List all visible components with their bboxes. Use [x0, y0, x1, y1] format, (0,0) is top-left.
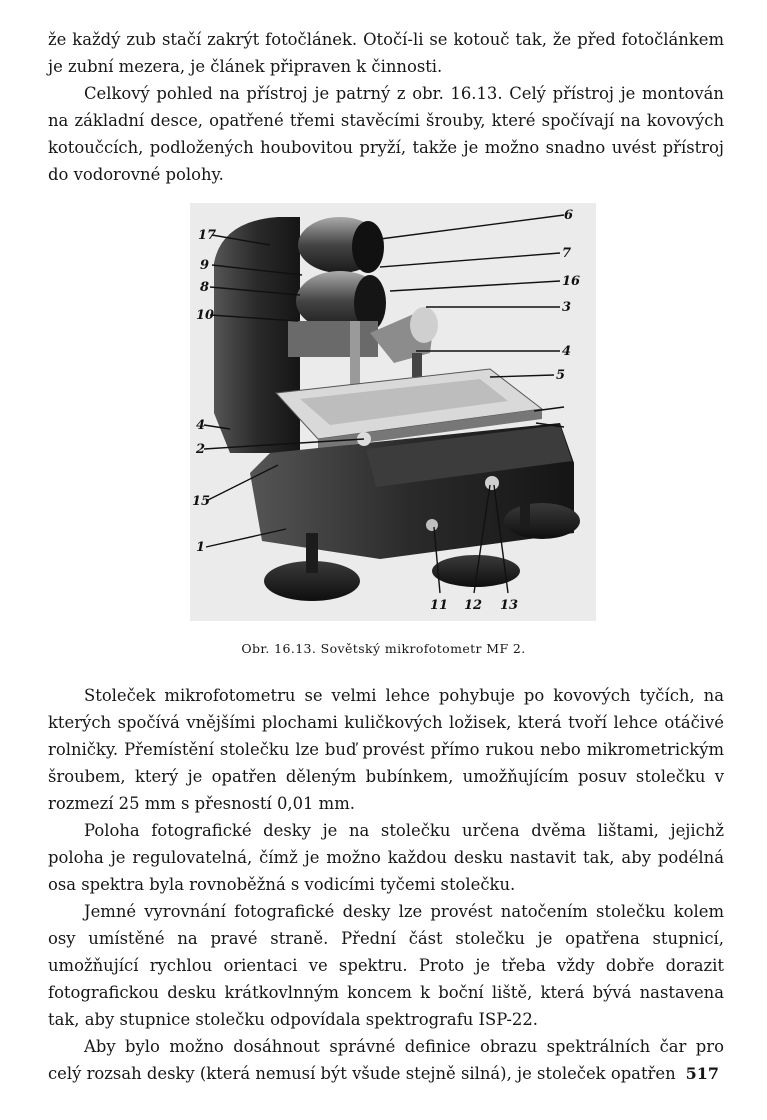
callout-7: 7	[562, 246, 572, 261]
leg-left	[306, 533, 318, 573]
paragraph-overview: Celkový pohled na přístroj je patrný z obr. 16.13. Celý přístroj je montován na základní desce, opatřené třemi stavěcími šrouby, které spočívají na kovových kotoučcích, podložených houbovitou pryží, takže je možno snadno uvést přístroj do vodorovné polohy.	[48, 84, 724, 184]
bottom-text	[48, 682, 724, 1087]
callout-13: 13	[500, 598, 519, 613]
callout-17: 17	[198, 228, 217, 243]
callout-5: 5	[556, 368, 566, 383]
objective-stem	[412, 353, 422, 377]
callout-4-left: 4	[196, 418, 206, 433]
callout-12: 12	[464, 598, 483, 613]
page-number: 517	[685, 1064, 719, 1083]
top-text	[48, 26, 724, 188]
column	[350, 321, 360, 391]
callout-9: 9	[200, 258, 210, 273]
callout-4-right: 4	[562, 344, 572, 359]
callout-8: 8	[200, 280, 210, 295]
callout-16: 16	[562, 274, 581, 289]
callout-15: 15	[192, 494, 211, 509]
lamp-housing	[288, 321, 378, 357]
back-panel	[214, 217, 300, 453]
paragraph-plate-position: Poloha fotografické desky je na stolečku určena dvěma lištami, jejichž poloha je regulovatelná, čímž je možno každou desku nastavit tak, aby podélná osa spektra byla rovnoběžná s vodicími tyčemi stolečku.	[48, 821, 724, 894]
callout-2: 2	[196, 442, 206, 457]
knob-right	[485, 476, 499, 490]
figure-microphotometer	[190, 203, 596, 621]
callout-11: 11	[430, 598, 449, 613]
knob-front	[426, 519, 438, 531]
foot-right	[504, 503, 580, 539]
paragraph-fine-alignment: Jemné vyrovnání fotografické desky lze provést natočením stolečku kolem osy umístěné na pravé straně. Přední část stolečku je opatřena stupnicí, umožňující rychlou orientaci ve spektru. Proto je třeba vždy dobře dorazit fotografickou desku krátkovlnným koncem k boční liště, která bývá nastavena tak, aby stupnice stolečku odpovídala spektrografu ISP-22.	[48, 902, 724, 1029]
upper-drum-end	[352, 221, 384, 273]
paragraph-continued: že každý zub stačí zakrýt fotočlánek. Otočí-li se kotouč tak, že před fotočlánkem je zubní mezera, je článek připraven k činnosti.	[48, 30, 724, 76]
paragraph-stage-movement: Stoleček mikrofotometru se velmi lehce pohybuje po kovových tyčích, na kterých spočívá vnějšími plochami kuličkových ložisek, která tvoří lehce otáčivé rolničky. Přemístění stolečku lze buď provést přímo rukou nebo mikrometrickým šroubem, který je opatřen děleným bubínkem, umožňujícím posuv stolečku v rozmezí 25 mm s přesností 0,01 mm.	[48, 686, 724, 813]
microphotometer-illustration	[190, 203, 596, 621]
callout-1: 1	[196, 540, 206, 555]
callout-3: 3	[562, 300, 572, 315]
callout-10: 10	[196, 308, 215, 323]
objective	[410, 307, 438, 343]
paragraph-definition: Aby bylo možno dosáhnout správné definice obrazu spektrálních čar pro celý rozsah desky (která nemusí být všude stejně silná), je stoleček opatřen	[48, 1037, 724, 1083]
figure-caption: Obr. 16.13. Sovětský mikrofotometr MF 2.	[241, 641, 526, 656]
leg-right	[520, 503, 530, 529]
callout-6: 6	[564, 208, 574, 223]
